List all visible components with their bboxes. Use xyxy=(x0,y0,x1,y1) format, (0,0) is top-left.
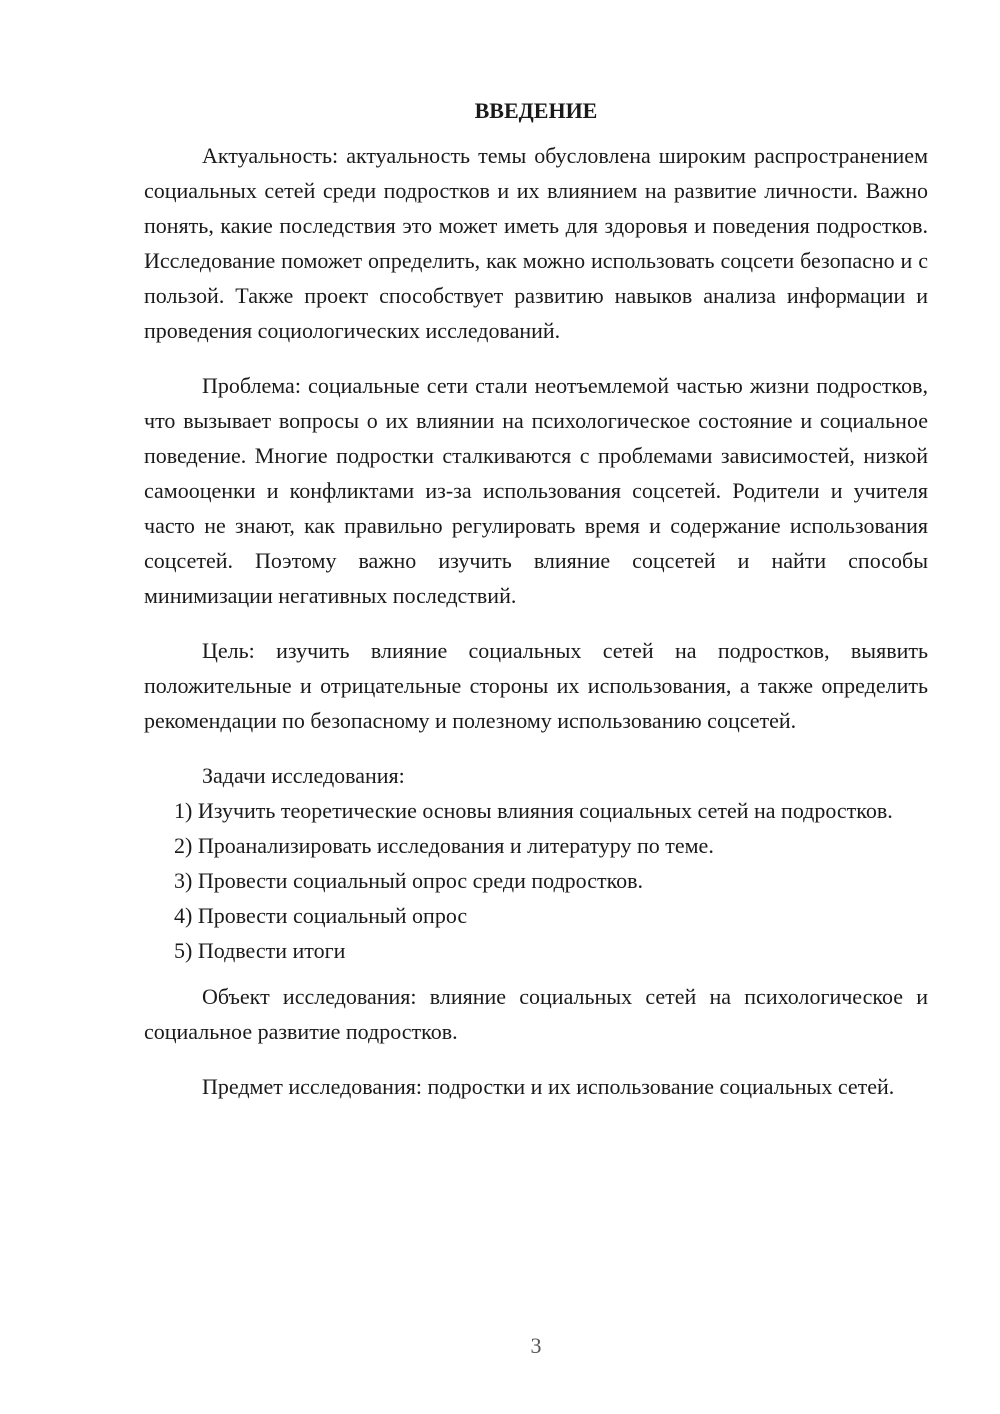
goal-paragraph: Цель: изучить влияние социальных сетей на подростков, выявить положительные и отрицательные стороны их использования, а также определить рекомендации по безопасному и полезному использованию соцсетей. xyxy=(144,638,928,733)
subject-paragraph: Предмет исследования: подростки и их использование социальных сетей. xyxy=(202,1074,895,1099)
list-item: 5) Подвести итоги xyxy=(174,938,346,963)
list-item: 4) Провести социальный опрос xyxy=(174,903,468,928)
list-item: 2) Проанализировать исследования и литературу по теме. xyxy=(174,833,714,858)
tasks-list xyxy=(144,793,928,968)
problem-paragraph: Проблема: социальные сети стали неотъемлемой частью жизни подростков, что вызывает вопросы о их влиянии на психологическое состояние и социальное поведение. Многие подростки сталкиваются с проблемами зависимостей, низкой самооценки и конфликтами из-за использования соцсетей. Родители и учителя часто не знают, как правильно регулировать время и содержание использования соцсетей. Поэтому важно изучить влияние соцсетей и найти способы минимизации негативных последствий. xyxy=(144,373,928,608)
list-item: 3) Провести социальный опрос среди подростков. xyxy=(174,868,644,893)
list-item: 1) Изучить теоретические основы влияния социальных сетей на подростков. xyxy=(174,798,893,823)
page-title: ВВЕДЕНИЕ xyxy=(474,98,598,123)
object-paragraph: Объект исследования: влияние социальных сетей на психологическое и социальное развитие подростков. xyxy=(144,984,928,1044)
page-number: 3 xyxy=(530,1333,542,1358)
page-content xyxy=(144,96,928,1104)
tasks-heading: Задачи исследования: xyxy=(202,763,405,788)
relevance-paragraph: Актуальность: актуальность темы обусловлена широким распространением социальных сетей среди подростков и их влиянием на развитие личности. Важно понять, какие последствия это может иметь для здоровья и поведения подростков. Исследование поможет определить, как можно использовать соцсети безопасно и с пользой. Также проект способствует развитию навыков анализа информации и проведения социологических исследований. xyxy=(144,143,928,343)
